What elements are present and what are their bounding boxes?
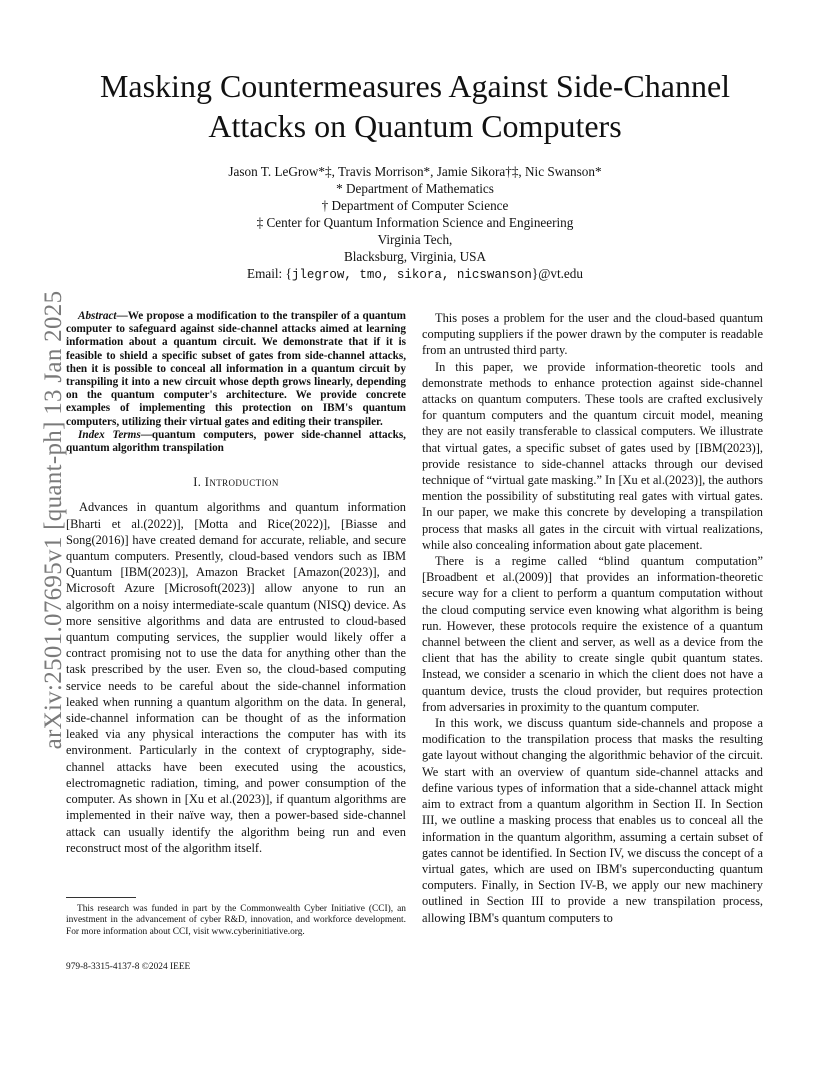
affiliation-math: * Department of Mathematics <box>336 181 494 196</box>
email-prefix: Email: { <box>247 266 292 281</box>
body-paragraph: In this work, we discuss quantum side-channels and propose a modification to the transpilation process that masks the resulting gate layout without changing the algorithmic behavior of the circuit. We start with an overview of quantum side-channel attacks and define various types of information that a side-channel attack might aim to extract from a quantum algorithm in Section II. In Section III, we outline a masking process that enables us to conceal all the information in the quantum algorithm, assuming a certain subset of gates cannot be identified. In Section IV, we discuss the concept of a virtual gates, which are used on IBM's superconducting quantum computers. Finally, in Section IV-B, we apply our new machinery outlined in Section III to provide a new transpilation process, allowing IBM's quantum computers to <box>422 716 763 925</box>
section-number: I. <box>193 475 202 490</box>
abstract <box>66 310 406 429</box>
paper-title <box>70 66 760 146</box>
affiliation-university: Virginia Tech, <box>377 232 453 247</box>
title-line-2: Attacks on Quantum Computers <box>208 108 622 144</box>
email-suffix: }@vt.edu <box>531 266 583 281</box>
index-terms <box>66 429 406 455</box>
affiliation-cs: † Department of Computer Science <box>321 198 509 213</box>
affiliation-center: ‡ Center for Quantum Information Science and Engineering <box>256 215 574 230</box>
title-line-1: Masking Countermeasures Against Side-Channel <box>99 68 731 104</box>
left-column <box>66 310 406 856</box>
isbn-copyright: 979-8-3315-4137-8 ©2024 IEEE <box>66 962 191 972</box>
body-paragraph: In this paper, we provide information-theoretic tools and demonstrate methods to enhance protection against side-channel attacks on quantum computers. These tools are crafted exclusively for quantum computers and the quantum circuit model, meaning they are not easily transferable to classical computers. We illustrate that virtual gates, a specific subset of gates used by [IBM(2023)], provide resistance to side-channel attacks through our devised technique of “virtual gate masking.” In [Xu et al.(2023)], the authors mention the possibility of substituting real gates with virtual gates. In our paper, we make this concrete by developing a transpilation process that masks all gates in the circuit with virtual realizations, while also concealing information about gate placement. <box>422 359 763 552</box>
footnote-divider <box>66 897 136 898</box>
funding-footnote: This research was funded in part by the Commonwealth Cyber Initiative (CCI), an investment in the advancement of cyber R&D, innovation, and workforce development. For more information about CCI, visit www.cyberinitiative.org. <box>66 904 406 937</box>
abstract-lead: Abstract <box>78 310 117 322</box>
section-title: Introduction <box>204 475 279 490</box>
author-names: Jason T. LeGrow*‡, Travis Morrison*, Jamie Sikora†‡, Nic Swanson* <box>228 164 602 179</box>
abstract-text: —We propose a modification to the transpiler of a quantum computer to safeguard against side-channel attacks aimed at learning information about a quantum circuit. We demonstrate that if it is feasible to shield a specific subset of gates from side-channel attacks, then it is possible to conceal all information in a quantum circuit by transpiling it into a new circuit whose depth grows linearly, depending on the quantum computer's architecture. We provide concrete examples of implementing this protection on IBM's quantum computers, utilizing their virtual gates and editing their transpiler. <box>66 310 406 428</box>
body-paragraph: This poses a problem for the user and the cloud-based quantum computing suppliers if the power drawn by the computer is readable from an untrusted third party. <box>422 311 763 358</box>
index-terms-lead: Index Terms <box>78 428 141 441</box>
author-block <box>120 163 710 284</box>
affiliation-location: Blacksburg, Virginia, USA <box>343 249 487 264</box>
index-terms-text: —quantum computers, power side-channel attacks, quantum algorithm transpilation <box>66 428 406 455</box>
email-users: jlegrow, tmo, sikora, nicswanson <box>291 268 532 282</box>
email-line <box>120 265 710 284</box>
intro-paragraph: Advances in quantum algorithms and quantum information [Bharti et al.(2022)], [Motta and Rice(2022)], [Biasse and Song(2016)] have created demand for accurate, reliable, and secure quantum computers. Presently, cloud-based vendors such as IBM Quantum [IBM(2023)], Amazon Bracket [Amazon(2023)], and Microsoft Azure [Microsoft(2023)] allow anyone to run an algorithm on a noisy intermediate-scale quantum (NISQ) device. As more sensitive algorithms and data are entrusted to cloud-based quantum computing services, the supplier would likely offer a contract promising not to use the data for anything other than the task prescribed by the user. Even so, the cloud-based computing service needs to be careful about the side-channel information leaked when running a quantum algorithm on the data. In general, side-channel information can be thought of as the information leaked via any physical interactions the computer has with its environment. Particularly in the context of cryptography, side-channel attacks have been executed using the acoustics, electromagnetic radiation, timing, and power consumption of the computer. As shown in [Xu et al.(2023)], if quantum algorithms are implemented in their naïve way, then a power-based side-channel attack can usually identify the algorithm being run and even reconstruct most of the algorithm itself. <box>66 500 406 855</box>
arxiv-stamp: arXiv:2501.07695v1 [quant-ph] 13 Jan 2025 <box>40 290 67 750</box>
body-paragraph: There is a regime called “blind quantum computation” [Broadbent et al.(2009)] that provides an information-theoretic secure way for a client to perform a quantum computation without the cloud computing service even knowing what algorithm is being run. However, these protocols require the existence of a quantum channel between the client and server, as well as a device from the client that has the ability to create single qubit quantum states. Instead, we consider a scenario in which the client does not have a quantum device, trusts the cloud provider, but requires protection from adversaries in proximity to the quantum computer. <box>422 554 763 714</box>
right-column <box>422 310 763 926</box>
section-heading-introduction <box>66 474 406 490</box>
